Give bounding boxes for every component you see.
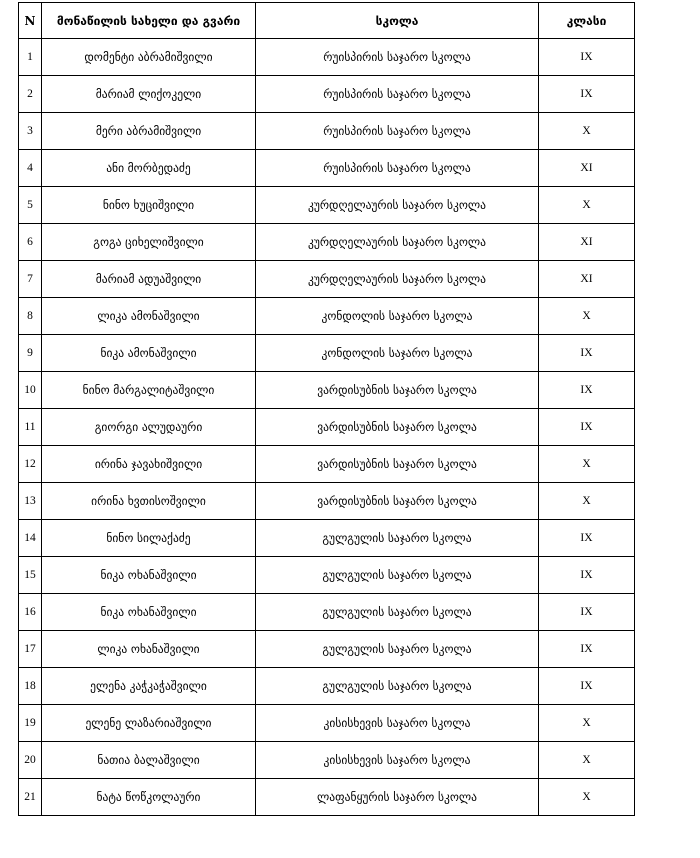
participant-name: ირინა ჯავახიშვილი [42,446,256,483]
participant-name: ნიკა ოხანაშვილი [42,557,256,594]
participant-name: ელენა კაჭკაჭაშვილი [42,668,256,705]
row-number: 4 [19,150,42,187]
row-number: 3 [19,113,42,150]
table-row [19,631,635,668]
participant-name: ნინო მარგალიტაშვილი [42,372,256,409]
participant-name: ირინა ხვთისოშვილი [42,483,256,520]
row-number: 10 [19,372,42,409]
grade-level: XI [539,150,635,187]
grade-level: IX [539,668,635,705]
participant-name: გოგა ციხელიშვილი [42,224,256,261]
row-number: 2 [19,76,42,113]
table-row [19,705,635,742]
participant-name: გიორგი ალუდაური [42,409,256,446]
table-row [19,372,635,409]
table-row [19,150,635,187]
row-number: 7 [19,261,42,298]
grade-level: X [539,113,635,150]
table-row [19,742,635,779]
table-row [19,520,635,557]
table-row [19,779,635,816]
school-name: ლაფანყურის საჯარო სკოლა [256,779,539,816]
grade-level: X [539,446,635,483]
row-number: 11 [19,409,42,446]
school-name: კურდღელაურის საჯარო სკოლა [256,224,539,261]
school-name: ვარდისუბნის საჯარო სკოლა [256,372,539,409]
participant-name: მარიამ ლიქოკელი [42,76,256,113]
header-grade: კლასი [539,3,635,39]
school-name: კურდღელაურის საჯარო სკოლა [256,187,539,224]
table-row [19,335,635,372]
header-number: N [19,3,42,39]
header-school: სკოლა [256,3,539,39]
grade-level: IX [539,409,635,446]
school-name: კისისხევის საჯარო სკოლა [256,742,539,779]
participant-name: ლიკა ამონაშვილი [42,298,256,335]
grade-level: X [539,483,635,520]
participant-name: მარიამ ადუაშვილი [42,261,256,298]
school-name: კისისხევის საჯარო სკოლა [256,705,539,742]
row-number: 6 [19,224,42,261]
school-name: კურდღელაურის საჯარო სკოლა [256,261,539,298]
row-number: 8 [19,298,42,335]
school-name: კონდოლის საჯარო სკოლა [256,298,539,335]
participant-name: დომენტი აბრამიშვილი [42,39,256,76]
grade-level: IX [539,557,635,594]
school-name: ვარდისუბნის საჯარო სკოლა [256,483,539,520]
participant-name: მერი აბრამიშვილი [42,113,256,150]
school-name: რუისპირის საჯარო სკოლა [256,39,539,76]
table-row [19,187,635,224]
school-name: ვარდისუბნის საჯარო სკოლა [256,446,539,483]
participant-name: ნიკა ამონაშვილი [42,335,256,372]
grade-level: IX [539,76,635,113]
header-row [19,3,635,39]
school-name: გულგულის საჯარო სკოლა [256,594,539,631]
participant-name: ნინო სილაქაძე [42,520,256,557]
grade-level: X [539,705,635,742]
table-row [19,39,635,76]
participant-name: ნატა წოწკოლაური [42,779,256,816]
row-number: 20 [19,742,42,779]
grade-level: IX [539,39,635,76]
participant-name: ანი მორბედაძე [42,150,256,187]
table-row [19,446,635,483]
row-number: 17 [19,631,42,668]
grade-level: X [539,298,635,335]
row-number: 18 [19,668,42,705]
school-name: რუისპირის საჯარო სკოლა [256,150,539,187]
participant-name: ნინო ხუციშვილი [42,187,256,224]
grade-level: XI [539,224,635,261]
school-name: გულგულის საჯარო სკოლა [256,557,539,594]
school-name: გულგულის საჯარო სკოლა [256,631,539,668]
grade-level: XI [539,261,635,298]
school-name: ვარდისუბნის საჯარო სკოლა [256,409,539,446]
school-name: კონდოლის საჯარო სკოლა [256,335,539,372]
row-number: 21 [19,779,42,816]
grade-level: IX [539,520,635,557]
participant-name: ლიკა ოხანაშვილი [42,631,256,668]
table-row [19,261,635,298]
row-number: 5 [19,187,42,224]
grade-level: X [539,742,635,779]
grade-level: IX [539,631,635,668]
row-number: 12 [19,446,42,483]
school-name: რუისპირის საჯარო სკოლა [256,113,539,150]
grade-level: IX [539,372,635,409]
participant-name: ნიკა ოხანაშვილი [42,594,256,631]
table-header [19,3,635,39]
table-row [19,594,635,631]
row-number: 19 [19,705,42,742]
row-number: 9 [19,335,42,372]
grade-level: IX [539,335,635,372]
table-row [19,76,635,113]
participant-name: ნათია ბალაშვილი [42,742,256,779]
row-number: 15 [19,557,42,594]
school-name: გულგულის საჯარო სკოლა [256,520,539,557]
row-number: 13 [19,483,42,520]
school-name: გულგულის საჯარო სკოლა [256,668,539,705]
table-row [19,557,635,594]
table-row [19,298,635,335]
table-row [19,113,635,150]
grade-level: X [539,187,635,224]
header-name: მონაწილის სახელი და გვარი [42,3,256,39]
table-row [19,668,635,705]
table-row [19,224,635,261]
participant-name: ელენე ლაზარიაშვილი [42,705,256,742]
row-number: 14 [19,520,42,557]
school-name: რუისპირის საჯარო სკოლა [256,76,539,113]
grade-level: X [539,779,635,816]
table-row [19,409,635,446]
participants-table [18,2,635,816]
table-body [19,39,635,816]
row-number: 1 [19,39,42,76]
grade-level: IX [539,594,635,631]
table-row [19,483,635,520]
row-number: 16 [19,594,42,631]
